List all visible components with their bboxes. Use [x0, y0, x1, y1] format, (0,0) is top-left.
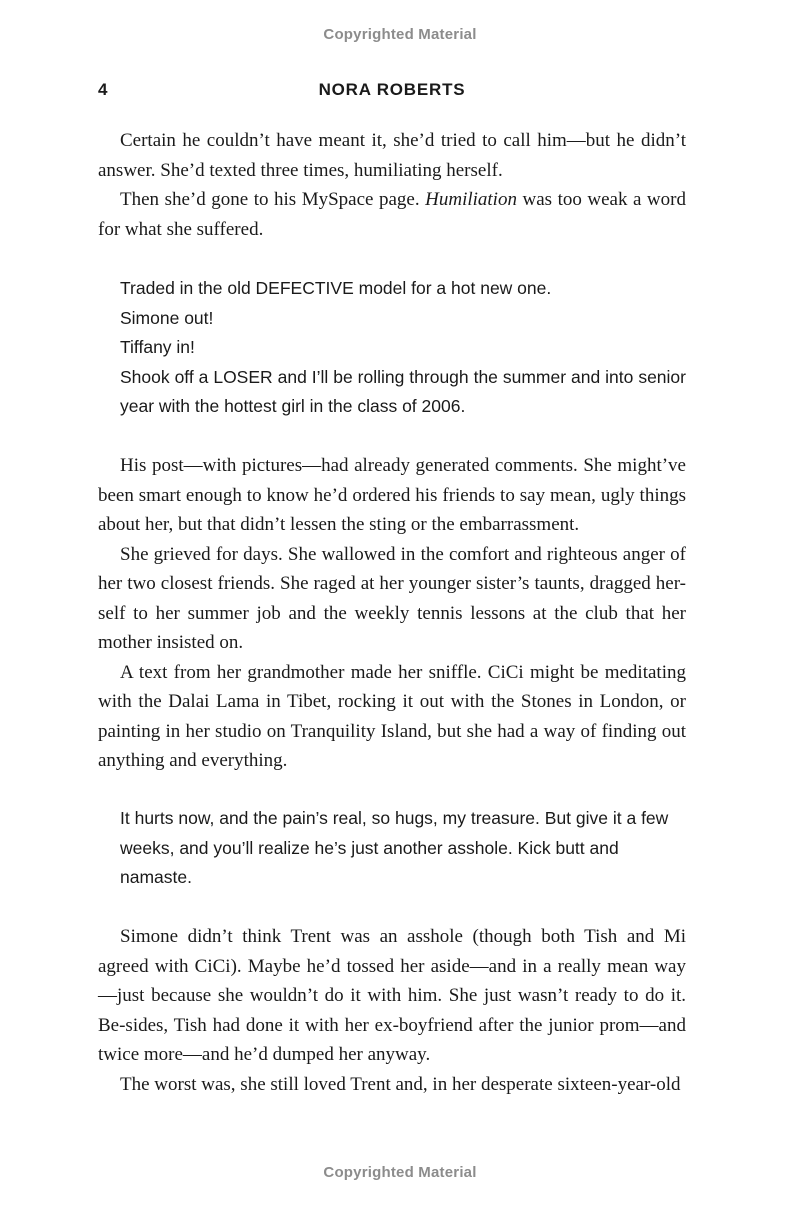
post-line: Shook off a LOSER and I’ll be rolling through the summer and into senior year with the hottest girl in the class of 2006.: [120, 366, 686, 417]
page-number: 4: [98, 80, 109, 99]
paragraph-text: was too weak a word for what she suffered.: [98, 189, 686, 240]
paragraph: His post—with pictures—had already generated comments. She might’ve been smart enough to know he’d ordered his friends to say mean, ugly things about her, but that didn’t lessen the sting or the embarrassment.: [98, 455, 686, 535]
text-block-1: [98, 126, 686, 244]
grandmother-text-message: [120, 804, 686, 893]
copyright-watermark-top: Copyrighted Material: [323, 26, 477, 43]
author-name: NORA ROBERTS: [318, 80, 466, 99]
paragraph: She grieved for days. She wallowed in the comfort and righteous anger of her two closest friends. She raged at her younger sister’s taunts, dragged her-self to her summer job and the weekly tennis lessons at the club that her mother insisted on.: [98, 543, 686, 653]
paragraph: The worst was, she still loved Trent and, in her desperate sixteen-year-old: [120, 1073, 681, 1095]
paragraph: A text from her grandmother made her sniffle. CiCi might be meditating with the Dalai Lama in Tibet, rocking it out with the Stones in London, or painting in her studio on Tranquility Island, but she had a way of finding out anything and everything.: [98, 661, 686, 771]
post-line: Traded in the old DEFECTIVE model for a hot new one.: [120, 278, 552, 298]
post-line: Simone out!: [120, 307, 214, 328]
paragraph-text: Then she’d gone to his MySpace page.: [120, 189, 426, 210]
myspace-post: [120, 274, 686, 422]
paragraph: [98, 185, 686, 244]
message-text: It hurts now, and the pain’s real, so hugs, my treasure. But give it a few weeks, and you’ll realize he’s just another asshole. Kick butt and namaste.: [120, 808, 669, 888]
paragraph: Certain he couldn’t have meant it, she’d tried to call him—but he didn’t answer. She’d texted three times, humiliating herself.: [98, 130, 686, 181]
text-block-2: [98, 451, 686, 776]
post-line: Tiffany in!: [120, 337, 195, 358]
text-block-3: [98, 922, 686, 1099]
paragraph: Simone didn’t think Trent was an asshole (though both Tish and Mi agreed with CiCi). Maybe he’d tossed her aside—and in a really mean way—just because she wouldn’t do it with him. She just wasn’t ready to do it. Be-sides, Tish had done it with her ex-boyfriend after the junior prom—and twice more—and he’d dumped her anyway.: [98, 926, 686, 1065]
copyright-watermark-bottom: Copyrighted Material: [323, 1164, 477, 1181]
italic-word: Humiliation: [425, 189, 517, 210]
running-head: [98, 80, 686, 102]
